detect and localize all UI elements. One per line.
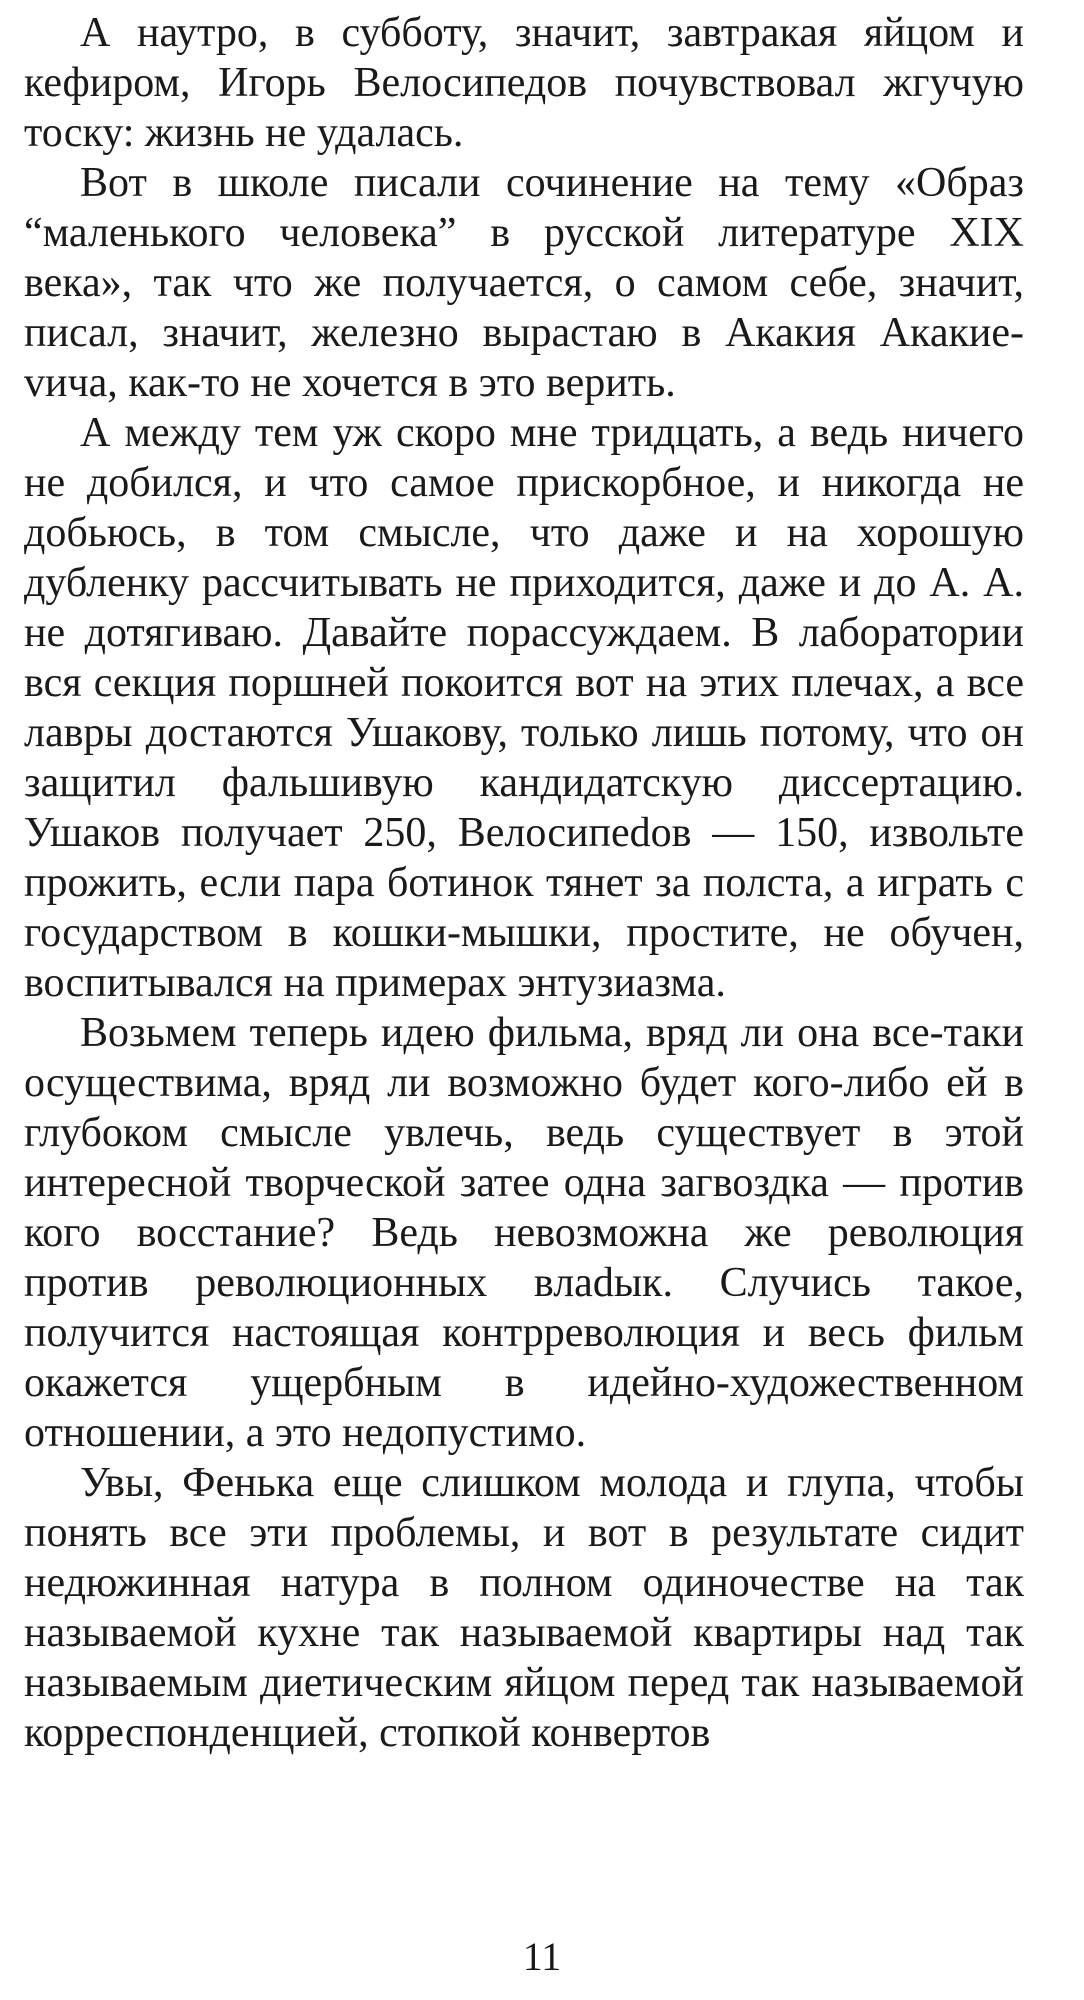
paragraph-5: Увы, Фенька еще слишком молода и глупа, чтобы понять все эти проблемы, и вот в результате сидит недюжинная натура в полном одиночестве на так называемой кухне так называемой квартиры над так называемым диетическим яйцом перед так называемой корреспонденцией, стопкой конвертов	[24, 1460, 1024, 1756]
body-text	[24, 8, 1024, 1758]
paragraph-3: А между тем уж скоро мне тридцать, а ведь ничего не добился, и что самое прискорбное, и никогда не добьюсь, в том смысле, что даже и на хорошую дубленку рассчитывать не приходится, даже и до А. А. не дотягиваю. Давайте порассуждаем. В лаборатории вся секция поршней покоится вот на этих плечах, а все лавры достаются Ушакову, только лишь потому, что он защитил фальшивую кандидатскую диссертацию. Ушаков получает 250, Велосипеdов — 150, извольте прожить, если пара ботинок тянет за полста, а играть с государством в кошки-мышки, простите, не обучен, воспитывался на примерах энтузиазма.	[24, 410, 1024, 1006]
paragraph-1: А наутро, в субботу, значит, завтракая яйцом и кефиром, Игорь Велосипедов почувствовал жгучую тоску: жизнь не удалась.	[24, 10, 1024, 156]
paragraph-4: Возьмем теперь идею фильма, вряд ли она все-таки осуществима, вряд ли возможно будет кого-либо ей в глубоком смысле увлечь, ведь существует в этой интересной творческой затее одна загвоздка — против кого восстание? Ведь невозможна же революция против революционных влаdык. Случись такое, получится настоящая контрреволюция и весь фильм окажется ущербным в идейно-художественном отношении, а это недопустимо.	[24, 1010, 1024, 1456]
page-number: 11	[522, 1934, 562, 1979]
paragraph-2: Вот в школе писали сочинение на тему «Образ “маленького человека” в русской литературе XIX века», так что же получается, о самом себе, значит, писал, значит, железно вырастаю в Акакия Акакиеvича, как-то не хочется в это верить.	[24, 160, 1024, 406]
